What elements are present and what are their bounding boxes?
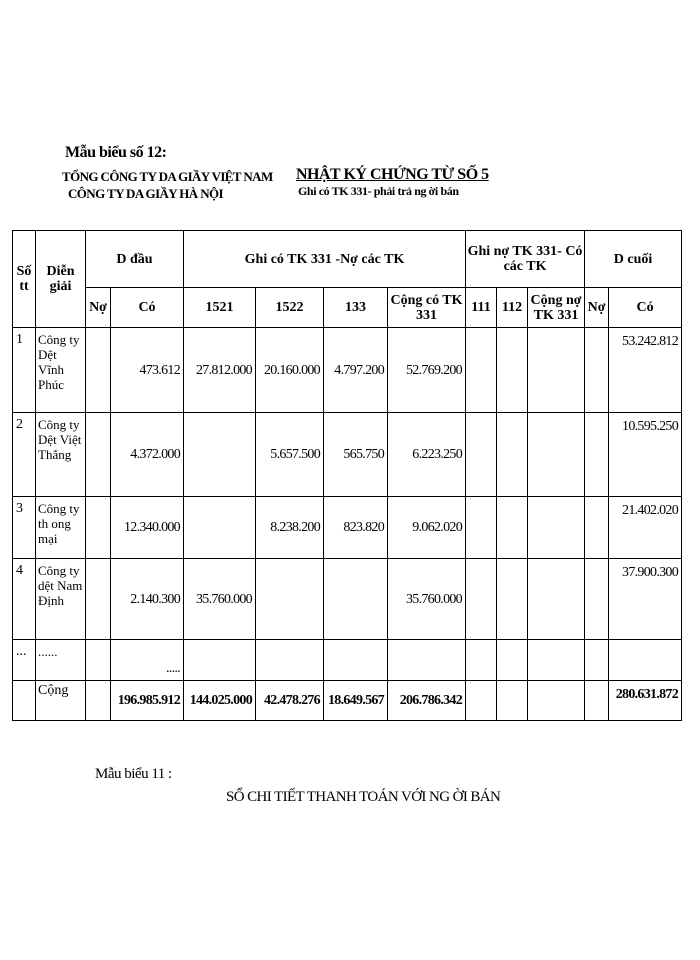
cell-1522: 8.238.200 <box>256 497 324 559</box>
total-1521: 144.025.000 <box>184 681 256 721</box>
cell-cuoi-co: 53.242.812 <box>609 328 682 413</box>
table-row <box>13 640 682 681</box>
total-1522: 42.478.276 <box>256 681 324 721</box>
cell-1522: 20.160.000 <box>256 328 324 413</box>
row-stt: 3 <box>13 497 36 559</box>
cell-133: 565.750 <box>324 413 388 497</box>
cell-dau-co: 12.340.000 <box>111 497 184 559</box>
cell-1522: 5.657.500 <box>256 413 324 497</box>
cell-cong-co: 9.062.020 <box>388 497 466 559</box>
cell-1522 <box>256 559 324 640</box>
row-name: Công ty th ong mại <box>36 497 86 559</box>
organization-line-1: TỔNG CÔNG TY DA GIẦY VIỆT NAM <box>62 169 273 184</box>
row-stt: 1 <box>13 328 36 413</box>
cell-dau-co: ..... <box>111 640 184 681</box>
total-label: Cộng <box>36 681 86 721</box>
row-name: Công ty Dệt Việt Thắng <box>36 413 86 497</box>
header-stt: Số tt <box>13 231 36 328</box>
cell-1521: 35.760.000 <box>184 559 256 640</box>
cell-133: 823.820 <box>324 497 388 559</box>
cell-cuoi-co: 21.402.020 <box>609 497 682 559</box>
cell-1521 <box>184 497 256 559</box>
document-subtitle: Ghi có TK 331- phải trả ng ời bán <box>298 184 459 198</box>
row-name: Công ty Dệt Vĩnh Phúc <box>36 328 86 413</box>
row-stt: 2 <box>13 413 36 497</box>
footer-form-label: Mẫu biểu 11 : <box>95 766 172 782</box>
header-ghi-co: Ghi có TK 331 -Nợ các TK <box>184 231 466 288</box>
total-133: 18.649.567 <box>324 681 388 721</box>
cell-cuoi-co: 37.900.300 <box>609 559 682 640</box>
cell-dau-co: 4.372.000 <box>111 413 184 497</box>
organization-line-2: CÔNG TY DA GIẦY HÀ NỘI <box>68 186 223 201</box>
header-du-dau: D đầu <box>86 231 184 288</box>
table-row <box>13 497 682 559</box>
footer-title: SỔ CHI TIẾT THANH TOÁN VỚI NG ỜI BÁN <box>226 789 501 805</box>
header-1521: 1521 <box>184 288 256 328</box>
row-name: ...... <box>36 640 86 681</box>
row-name: Công ty dệt Nam Định <box>36 559 86 640</box>
table-row <box>13 413 682 497</box>
cell-cong-co: 52.769.200 <box>388 328 466 413</box>
cell-cong-co: 35.760.000 <box>388 559 466 640</box>
header-co: Có <box>111 288 184 328</box>
total-dau-co: 196.985.912 <box>111 681 184 721</box>
header-co-cuoi: Có <box>609 288 682 328</box>
total-cuoi-co: 280.631.872 <box>609 681 682 721</box>
form-label: Mẫu biểu số 12: <box>65 144 167 161</box>
header-dien-giai: Diễn giải <box>36 231 86 328</box>
table-row <box>13 559 682 640</box>
header-112: 112 <box>497 288 528 328</box>
cell-dau-co: 473.612 <box>111 328 184 413</box>
journal-table <box>12 230 682 721</box>
cell-133 <box>324 559 388 640</box>
header-ghi-no: Ghi nợ TK 331- Có các TK <box>466 231 585 288</box>
header-no-cuoi: Nợ <box>585 288 609 328</box>
header-1522: 1522 <box>256 288 324 328</box>
total-row <box>13 681 682 721</box>
cell-dau-co: 2.140.300 <box>111 559 184 640</box>
total-cong-co: 206.786.342 <box>388 681 466 721</box>
table-row <box>13 328 682 413</box>
row-stt: ... <box>13 640 36 681</box>
cell-cong-co: 6.223.250 <box>388 413 466 497</box>
cell-1521: 27.812.000 <box>184 328 256 413</box>
cell-cuoi-co: 10.595.250 <box>609 413 682 497</box>
header-111: 111 <box>466 288 497 328</box>
header-no: Nợ <box>86 288 111 328</box>
header-du-cuoi: D cuối <box>585 231 682 288</box>
document-title: NHẬT KÝ CHỨNG TỪ SỐ 5 <box>296 166 489 183</box>
cell-1521 <box>184 413 256 497</box>
row-stt: 4 <box>13 559 36 640</box>
header-133: 133 <box>324 288 388 328</box>
header-cong-co: Cộng có TK 331 <box>388 288 466 328</box>
cell-133: 4.797.200 <box>324 328 388 413</box>
header-cong-no: Cộng nợ TK 331 <box>528 288 585 328</box>
